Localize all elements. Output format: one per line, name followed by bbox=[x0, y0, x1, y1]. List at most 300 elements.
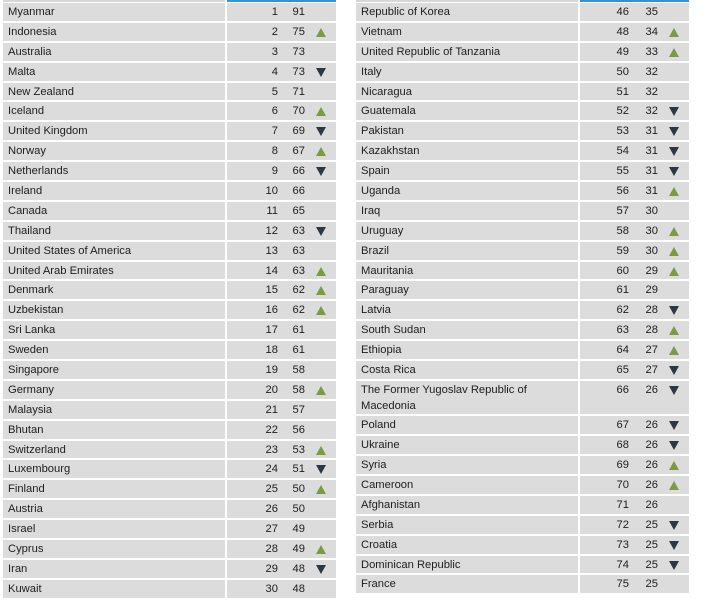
trend-cell bbox=[305, 83, 336, 88]
country-name: Cameroon bbox=[361, 478, 414, 491]
table-row bbox=[3, 540, 336, 560]
rank-value: 54 bbox=[616, 145, 629, 158]
rank-value: 10 bbox=[265, 185, 278, 198]
trend-cell bbox=[305, 421, 336, 426]
trend-cell bbox=[658, 102, 689, 116]
rank-value: 74 bbox=[616, 558, 629, 571]
trend-cell bbox=[658, 575, 689, 580]
trend-down-icon bbox=[316, 127, 326, 136]
score-value: 26 bbox=[645, 459, 658, 472]
table-row bbox=[3, 560, 336, 580]
table-row bbox=[3, 202, 336, 222]
trend-up-icon bbox=[316, 107, 326, 116]
trend-cell bbox=[305, 202, 336, 207]
trend-cell bbox=[658, 162, 689, 176]
country-name: Mauritania bbox=[361, 264, 414, 277]
score-value: 53 bbox=[292, 443, 305, 456]
rank-value: 11 bbox=[266, 204, 278, 217]
rank-value: 15 bbox=[265, 284, 278, 297]
country-name: Ireland bbox=[8, 185, 43, 198]
trend-cell bbox=[305, 142, 336, 156]
rank-value: 18 bbox=[265, 344, 278, 357]
trend-cell bbox=[658, 222, 689, 236]
country-name: Thailand bbox=[8, 224, 51, 237]
trend-cell bbox=[305, 3, 336, 8]
trend-up-icon bbox=[669, 267, 679, 276]
trend-cell bbox=[305, 341, 336, 346]
score-value: 48 bbox=[292, 562, 305, 575]
score-value: 56 bbox=[292, 423, 305, 436]
score-value: 26 bbox=[645, 439, 658, 452]
table-top-rule bbox=[356, 0, 689, 3]
rank-value: 65 bbox=[616, 364, 629, 377]
trend-cell bbox=[658, 436, 689, 450]
trend-up-icon bbox=[669, 346, 679, 355]
rank-value: 64 bbox=[616, 344, 629, 357]
country-name: Norway bbox=[8, 145, 46, 158]
rank-value: 26 bbox=[265, 503, 278, 516]
trend-cell bbox=[658, 122, 689, 136]
trend-down-icon bbox=[669, 366, 679, 375]
table-row bbox=[3, 162, 336, 182]
trend-cell bbox=[305, 500, 336, 505]
trend-cell bbox=[658, 321, 689, 335]
score-value: 50 bbox=[292, 503, 305, 516]
score-value: 32 bbox=[645, 65, 658, 78]
table-row bbox=[356, 516, 689, 536]
trend-cell bbox=[658, 182, 689, 196]
score-value: 66 bbox=[292, 165, 305, 178]
rank-value: 13 bbox=[265, 244, 278, 257]
trend-down-icon bbox=[669, 441, 679, 450]
country-name: Switzerland bbox=[8, 443, 66, 456]
trend-cell bbox=[658, 516, 689, 530]
country-name: France bbox=[361, 578, 396, 591]
trend-cell bbox=[305, 520, 336, 525]
table-row bbox=[356, 476, 689, 496]
trend-cell bbox=[305, 102, 336, 116]
score-value: 31 bbox=[645, 165, 658, 178]
trend-down-icon bbox=[669, 421, 679, 430]
trend-down-icon bbox=[669, 167, 679, 176]
trend-up-icon bbox=[316, 485, 326, 494]
table-row bbox=[356, 102, 689, 122]
trend-cell bbox=[658, 3, 689, 8]
table-row bbox=[3, 262, 336, 282]
rank-value: 49 bbox=[616, 45, 629, 58]
score-value: 26 bbox=[645, 383, 658, 396]
trend-up-icon bbox=[316, 446, 326, 455]
score-value: 63 bbox=[292, 224, 305, 237]
rank-value: 4 bbox=[271, 65, 278, 78]
trend-cell bbox=[305, 381, 336, 395]
trend-cell bbox=[658, 43, 689, 57]
table-row bbox=[356, 3, 689, 23]
trend-down-icon bbox=[669, 127, 679, 136]
trend-down-icon bbox=[316, 465, 326, 474]
table-row bbox=[3, 401, 336, 421]
country-name: Uzbekistan bbox=[8, 304, 64, 317]
table-row bbox=[3, 281, 336, 301]
score-value: 33 bbox=[645, 45, 658, 58]
trend-up-icon bbox=[669, 461, 679, 470]
trend-up-icon bbox=[316, 306, 326, 315]
rank-value: 63 bbox=[616, 324, 629, 337]
score-value: 57 bbox=[292, 403, 305, 416]
trend-cell bbox=[305, 540, 336, 554]
country-name: Netherlands bbox=[8, 165, 69, 178]
score-value: 50 bbox=[292, 483, 305, 496]
country-name: Bhutan bbox=[8, 423, 44, 436]
table-row bbox=[3, 460, 336, 480]
score-value: 30 bbox=[645, 204, 658, 217]
country-name: Uganda bbox=[361, 185, 401, 198]
rank-value: 58 bbox=[616, 224, 629, 237]
rank-value: 67 bbox=[616, 419, 629, 432]
table-row bbox=[356, 43, 689, 63]
country-name: Ethiopia bbox=[361, 344, 402, 357]
trend-down-icon bbox=[316, 565, 326, 574]
rank-value: 56 bbox=[616, 185, 629, 198]
table-row bbox=[3, 102, 336, 122]
table-row bbox=[3, 122, 336, 142]
table-row bbox=[356, 301, 689, 321]
country-name: Germany bbox=[8, 383, 55, 396]
trend-cell bbox=[658, 23, 689, 37]
table-row bbox=[3, 222, 336, 242]
trend-up-icon bbox=[669, 227, 679, 236]
country-name: South Sudan bbox=[361, 324, 426, 337]
rank-value: 57 bbox=[616, 204, 629, 217]
rank-value: 2 bbox=[271, 25, 278, 38]
rank-value: 12 bbox=[265, 224, 278, 237]
score-value: 91 bbox=[292, 6, 305, 18]
country-name: Israel bbox=[8, 523, 36, 536]
rank-value: 55 bbox=[616, 165, 629, 178]
trend-up-icon bbox=[669, 247, 679, 256]
score-value: 34 bbox=[645, 25, 658, 38]
table-row bbox=[3, 480, 336, 500]
trend-cell bbox=[658, 281, 689, 286]
score-value: 65 bbox=[292, 204, 305, 217]
country-name: Uruguay bbox=[361, 224, 404, 237]
country-name: Kuwait bbox=[8, 582, 42, 595]
trend-cell bbox=[658, 496, 689, 501]
rank-value: 70 bbox=[616, 478, 629, 491]
table-row bbox=[356, 556, 689, 576]
rank-value: 48 bbox=[616, 25, 629, 38]
rank-value: 8 bbox=[271, 145, 278, 158]
trend-cell bbox=[305, 401, 336, 406]
rank-value: 28 bbox=[265, 543, 278, 556]
table-row bbox=[3, 580, 336, 600]
rank-value: 29 bbox=[265, 562, 278, 575]
rank-value: 1 bbox=[271, 6, 278, 18]
rank-value: 51 bbox=[616, 85, 629, 98]
rank-value: 62 bbox=[616, 304, 629, 317]
table-row bbox=[3, 242, 336, 262]
score-value: 58 bbox=[292, 383, 305, 396]
country-name: Indonesia bbox=[8, 25, 57, 38]
trend-cell bbox=[305, 222, 336, 236]
table-row bbox=[3, 421, 336, 441]
trend-cell bbox=[658, 556, 689, 570]
trend-cell bbox=[658, 341, 689, 355]
table-row bbox=[356, 436, 689, 456]
rank-value: 61 bbox=[616, 284, 629, 297]
score-value: 71 bbox=[292, 85, 305, 98]
country-name: Nicaragua bbox=[361, 85, 412, 98]
table-row bbox=[3, 182, 336, 202]
country-name: Poland bbox=[361, 419, 396, 432]
table-row bbox=[356, 321, 689, 341]
trend-cell bbox=[305, 321, 336, 326]
trend-down-icon bbox=[669, 541, 679, 550]
table-row bbox=[356, 496, 689, 516]
score-value: 61 bbox=[292, 324, 305, 337]
country-name: Iceland bbox=[8, 105, 45, 118]
rank-value: 69 bbox=[616, 459, 629, 472]
table-row bbox=[356, 242, 689, 262]
table-row bbox=[356, 361, 689, 381]
score-value: 25 bbox=[645, 578, 658, 591]
table-row bbox=[3, 301, 336, 321]
table-row bbox=[3, 381, 336, 401]
trend-up-icon bbox=[316, 286, 326, 295]
ranking-table-right bbox=[356, 0, 689, 595]
rank-value: 7 bbox=[271, 125, 278, 138]
table-row bbox=[3, 321, 336, 341]
score-value: 32 bbox=[645, 85, 658, 98]
country-name: Costa Rica bbox=[361, 364, 416, 377]
score-value: 48 bbox=[292, 582, 305, 595]
trend-cell bbox=[658, 83, 689, 88]
rank-value: 72 bbox=[616, 518, 629, 531]
trend-cell bbox=[658, 242, 689, 256]
score-value: 28 bbox=[645, 324, 658, 337]
country-name: Sri Lanka bbox=[8, 324, 56, 337]
trend-cell bbox=[305, 301, 336, 315]
trend-cell bbox=[305, 560, 336, 574]
country-name: Italy bbox=[361, 65, 382, 78]
rank-value: 27 bbox=[265, 523, 278, 536]
trend-down-icon bbox=[316, 227, 326, 236]
country-name: Myanmar bbox=[8, 6, 55, 18]
trend-up-icon bbox=[316, 28, 326, 37]
rank-value: 6 bbox=[271, 105, 278, 118]
rank-value: 24 bbox=[265, 463, 278, 476]
country-name: Syria bbox=[361, 459, 387, 472]
country-name: Australia bbox=[8, 45, 52, 58]
trend-cell bbox=[658, 361, 689, 375]
country-name: Spain bbox=[361, 165, 390, 178]
score-value: 73 bbox=[292, 45, 305, 58]
trend-cell bbox=[305, 43, 336, 48]
score-value: 70 bbox=[292, 105, 305, 118]
country-name: United States of America bbox=[8, 244, 132, 257]
country-name: Latvia bbox=[361, 304, 391, 317]
table-row bbox=[356, 23, 689, 43]
table-row bbox=[356, 536, 689, 556]
trend-cell bbox=[305, 441, 336, 455]
country-name: Vietnam bbox=[361, 25, 402, 38]
score-value: 29 bbox=[645, 284, 658, 297]
rank-value: 23 bbox=[265, 443, 278, 456]
rank-value: 17 bbox=[265, 324, 278, 337]
table-body bbox=[356, 3, 689, 595]
score-value: 51 bbox=[292, 463, 305, 476]
score-value: 26 bbox=[645, 419, 658, 432]
score-value: 35 bbox=[645, 6, 658, 18]
table-row bbox=[3, 520, 336, 540]
score-value: 31 bbox=[645, 125, 658, 138]
rank-value: 5 bbox=[271, 85, 278, 98]
trend-cell bbox=[658, 262, 689, 276]
trend-down-icon bbox=[669, 147, 679, 156]
trend-cell bbox=[305, 580, 336, 585]
country-name: Cyprus bbox=[8, 543, 44, 556]
country-name: Dominican Republic bbox=[361, 558, 461, 571]
table-row bbox=[356, 182, 689, 202]
trend-up-icon bbox=[669, 187, 679, 196]
score-value: 32 bbox=[645, 105, 658, 118]
table-row bbox=[356, 63, 689, 83]
rank-value: 14 bbox=[265, 264, 278, 277]
trend-cell bbox=[658, 142, 689, 156]
table-row bbox=[3, 361, 336, 381]
country-name: Brazil bbox=[361, 244, 389, 257]
score-value: 25 bbox=[645, 518, 658, 531]
trend-down-icon bbox=[669, 306, 679, 315]
country-name: Croatia bbox=[361, 538, 398, 551]
country-name: Malta bbox=[8, 65, 36, 78]
country-name: Sweden bbox=[8, 344, 49, 357]
trend-down-icon bbox=[316, 167, 326, 176]
rank-value: 71 bbox=[616, 498, 629, 511]
trend-down-icon bbox=[669, 386, 679, 395]
table-row bbox=[356, 142, 689, 162]
table-row bbox=[3, 63, 336, 83]
rank-value: 53 bbox=[616, 125, 629, 138]
rank-value: 60 bbox=[616, 264, 629, 277]
score-value: 27 bbox=[645, 344, 658, 357]
trend-cell bbox=[658, 381, 689, 395]
rank-value: 50 bbox=[616, 65, 629, 78]
trend-cell bbox=[305, 361, 336, 366]
country-name: Pakistan bbox=[361, 125, 404, 138]
trend-cell bbox=[305, 162, 336, 176]
rank-value: 20 bbox=[265, 383, 278, 396]
trend-up-icon bbox=[316, 545, 326, 554]
rank-value: 9 bbox=[271, 165, 278, 178]
trend-up-icon bbox=[669, 481, 679, 490]
trend-cell bbox=[305, 262, 336, 276]
rank-value: 46 bbox=[616, 6, 629, 18]
table-row bbox=[3, 500, 336, 520]
rank-value: 19 bbox=[265, 364, 278, 377]
trend-down-icon bbox=[669, 561, 679, 570]
country-name: Republic of Korea bbox=[361, 6, 450, 18]
table-row bbox=[3, 23, 336, 43]
table-row bbox=[356, 575, 689, 595]
table-row bbox=[356, 262, 689, 282]
score-value: 31 bbox=[645, 185, 658, 198]
score-value: 69 bbox=[292, 125, 305, 138]
rank-value: 66 bbox=[616, 383, 629, 396]
country-name: Iraq bbox=[361, 204, 381, 217]
trend-cell bbox=[305, 23, 336, 37]
rank-value: 59 bbox=[616, 244, 629, 257]
score-value: 26 bbox=[645, 498, 658, 511]
rank-value: 68 bbox=[616, 439, 629, 452]
table-row bbox=[3, 83, 336, 103]
trend-up-icon bbox=[669, 326, 679, 335]
country-name: Malaysia bbox=[8, 403, 53, 416]
country-name: United Republic of Tanzania bbox=[361, 45, 501, 58]
country-name: Iran bbox=[8, 562, 28, 575]
trend-up-icon bbox=[316, 267, 326, 276]
table-row bbox=[3, 43, 336, 63]
trend-cell bbox=[305, 480, 336, 494]
score-value: 62 bbox=[292, 304, 305, 317]
trend-cell bbox=[305, 242, 336, 247]
table-row bbox=[3, 341, 336, 361]
score-value: 49 bbox=[292, 543, 305, 556]
table-row bbox=[356, 281, 689, 301]
score-value: 62 bbox=[292, 284, 305, 297]
score-value: 58 bbox=[292, 364, 305, 377]
table-body bbox=[3, 3, 336, 600]
table-row bbox=[3, 441, 336, 461]
score-value: 28 bbox=[645, 304, 658, 317]
score-value: 61 bbox=[292, 344, 305, 357]
trend-up-icon bbox=[669, 48, 679, 57]
table-row bbox=[356, 381, 689, 416]
country-name: Paraguay bbox=[361, 284, 409, 297]
trend-cell bbox=[305, 182, 336, 187]
score-value: 63 bbox=[292, 264, 305, 277]
country-name: Kazakhstan bbox=[361, 145, 420, 158]
trend-cell bbox=[658, 63, 689, 68]
score-value: 67 bbox=[292, 145, 305, 158]
country-name: Afghanistan bbox=[361, 498, 421, 511]
trend-cell bbox=[658, 202, 689, 207]
trend-cell bbox=[658, 536, 689, 550]
trend-cell bbox=[305, 281, 336, 295]
score-value: 66 bbox=[292, 185, 305, 198]
rank-value: 3 bbox=[271, 45, 278, 58]
rank-value: 21 bbox=[265, 403, 278, 416]
score-value: 25 bbox=[645, 558, 658, 571]
trend-cell bbox=[658, 301, 689, 315]
trend-cell bbox=[658, 476, 689, 490]
trend-up-icon bbox=[316, 386, 326, 395]
score-value: 73 bbox=[292, 65, 305, 78]
score-value: 26 bbox=[645, 478, 658, 491]
score-value: 75 bbox=[292, 25, 305, 38]
score-value: 49 bbox=[292, 523, 305, 536]
trend-down-icon bbox=[669, 521, 679, 530]
score-value: 30 bbox=[645, 224, 658, 237]
trend-down-icon bbox=[669, 107, 679, 116]
trend-cell bbox=[658, 416, 689, 430]
country-name: Ukraine bbox=[361, 439, 400, 452]
rank-value: 75 bbox=[616, 578, 629, 591]
table-row bbox=[356, 162, 689, 182]
country-name: Luxembourg bbox=[8, 463, 71, 476]
trend-up-icon bbox=[316, 147, 326, 156]
country-name: United Arab Emirates bbox=[8, 264, 114, 277]
